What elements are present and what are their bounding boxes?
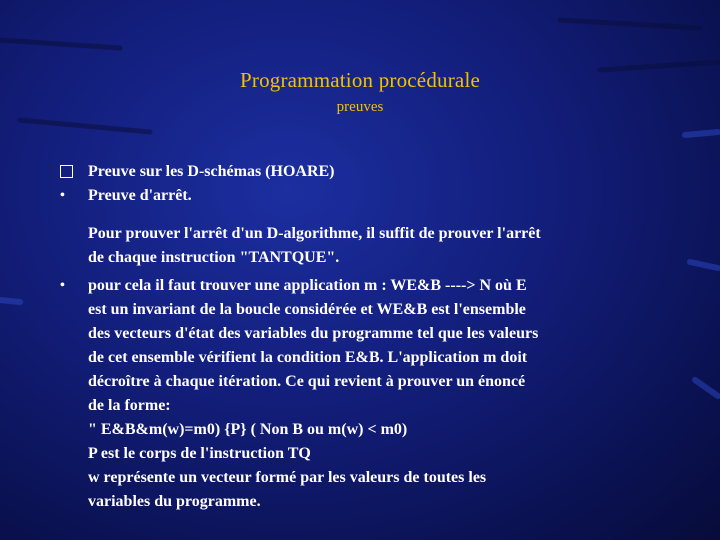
item-line: de cet ensemble vérifient la condition E&B. L'application m doit	[88, 349, 528, 366]
list-item-application	[60, 274, 670, 514]
item-line: w représente un vecteur formé par les valeurs de toutes les	[88, 469, 487, 486]
paragraph-line: de chaque instruction "TANTQUE".	[88, 249, 340, 266]
item-line: variables du programme.	[88, 493, 261, 510]
slide-title: Programmation procédurale	[240, 68, 480, 92]
item-line: " E&B&m(w)=m0) {P} ( Non B ou m(w) < m0)	[88, 421, 408, 438]
item-hoare-text: Preuve sur les D-schémas (HOARE)	[88, 163, 335, 180]
slide-subtitle: preuves	[336, 99, 384, 115]
item-line: P est le corps de l'instruction TQ	[88, 445, 311, 462]
paragraph-tantque	[60, 222, 670, 270]
item-arret-text: Preuve d'arrêt.	[88, 187, 192, 204]
item-line: est un invariant de la boucle considérée et WE&B est l'ensemble	[88, 301, 526, 318]
box-icon	[60, 160, 82, 186]
list-item-arret	[60, 184, 670, 208]
paragraph-line: Pour prouver l'arrêt d'un D-algorithme, il suffit de prouver l'arrêt	[88, 225, 541, 242]
slide-content	[60, 160, 670, 514]
bullet-icon: •	[60, 188, 65, 203]
bullet-icon: •	[60, 278, 65, 293]
item-line: des vecteurs d'état des variables du programme tel que les valeurs	[88, 325, 539, 342]
item-line: de la forme:	[88, 397, 171, 414]
item-line: décroître à chaque itération. Ce qui revient à prouver un énoncé	[88, 373, 526, 390]
item-line: pour cela il faut trouver une application m : WE&B ----> N où E	[88, 277, 527, 294]
list-item-hoare	[60, 160, 670, 184]
